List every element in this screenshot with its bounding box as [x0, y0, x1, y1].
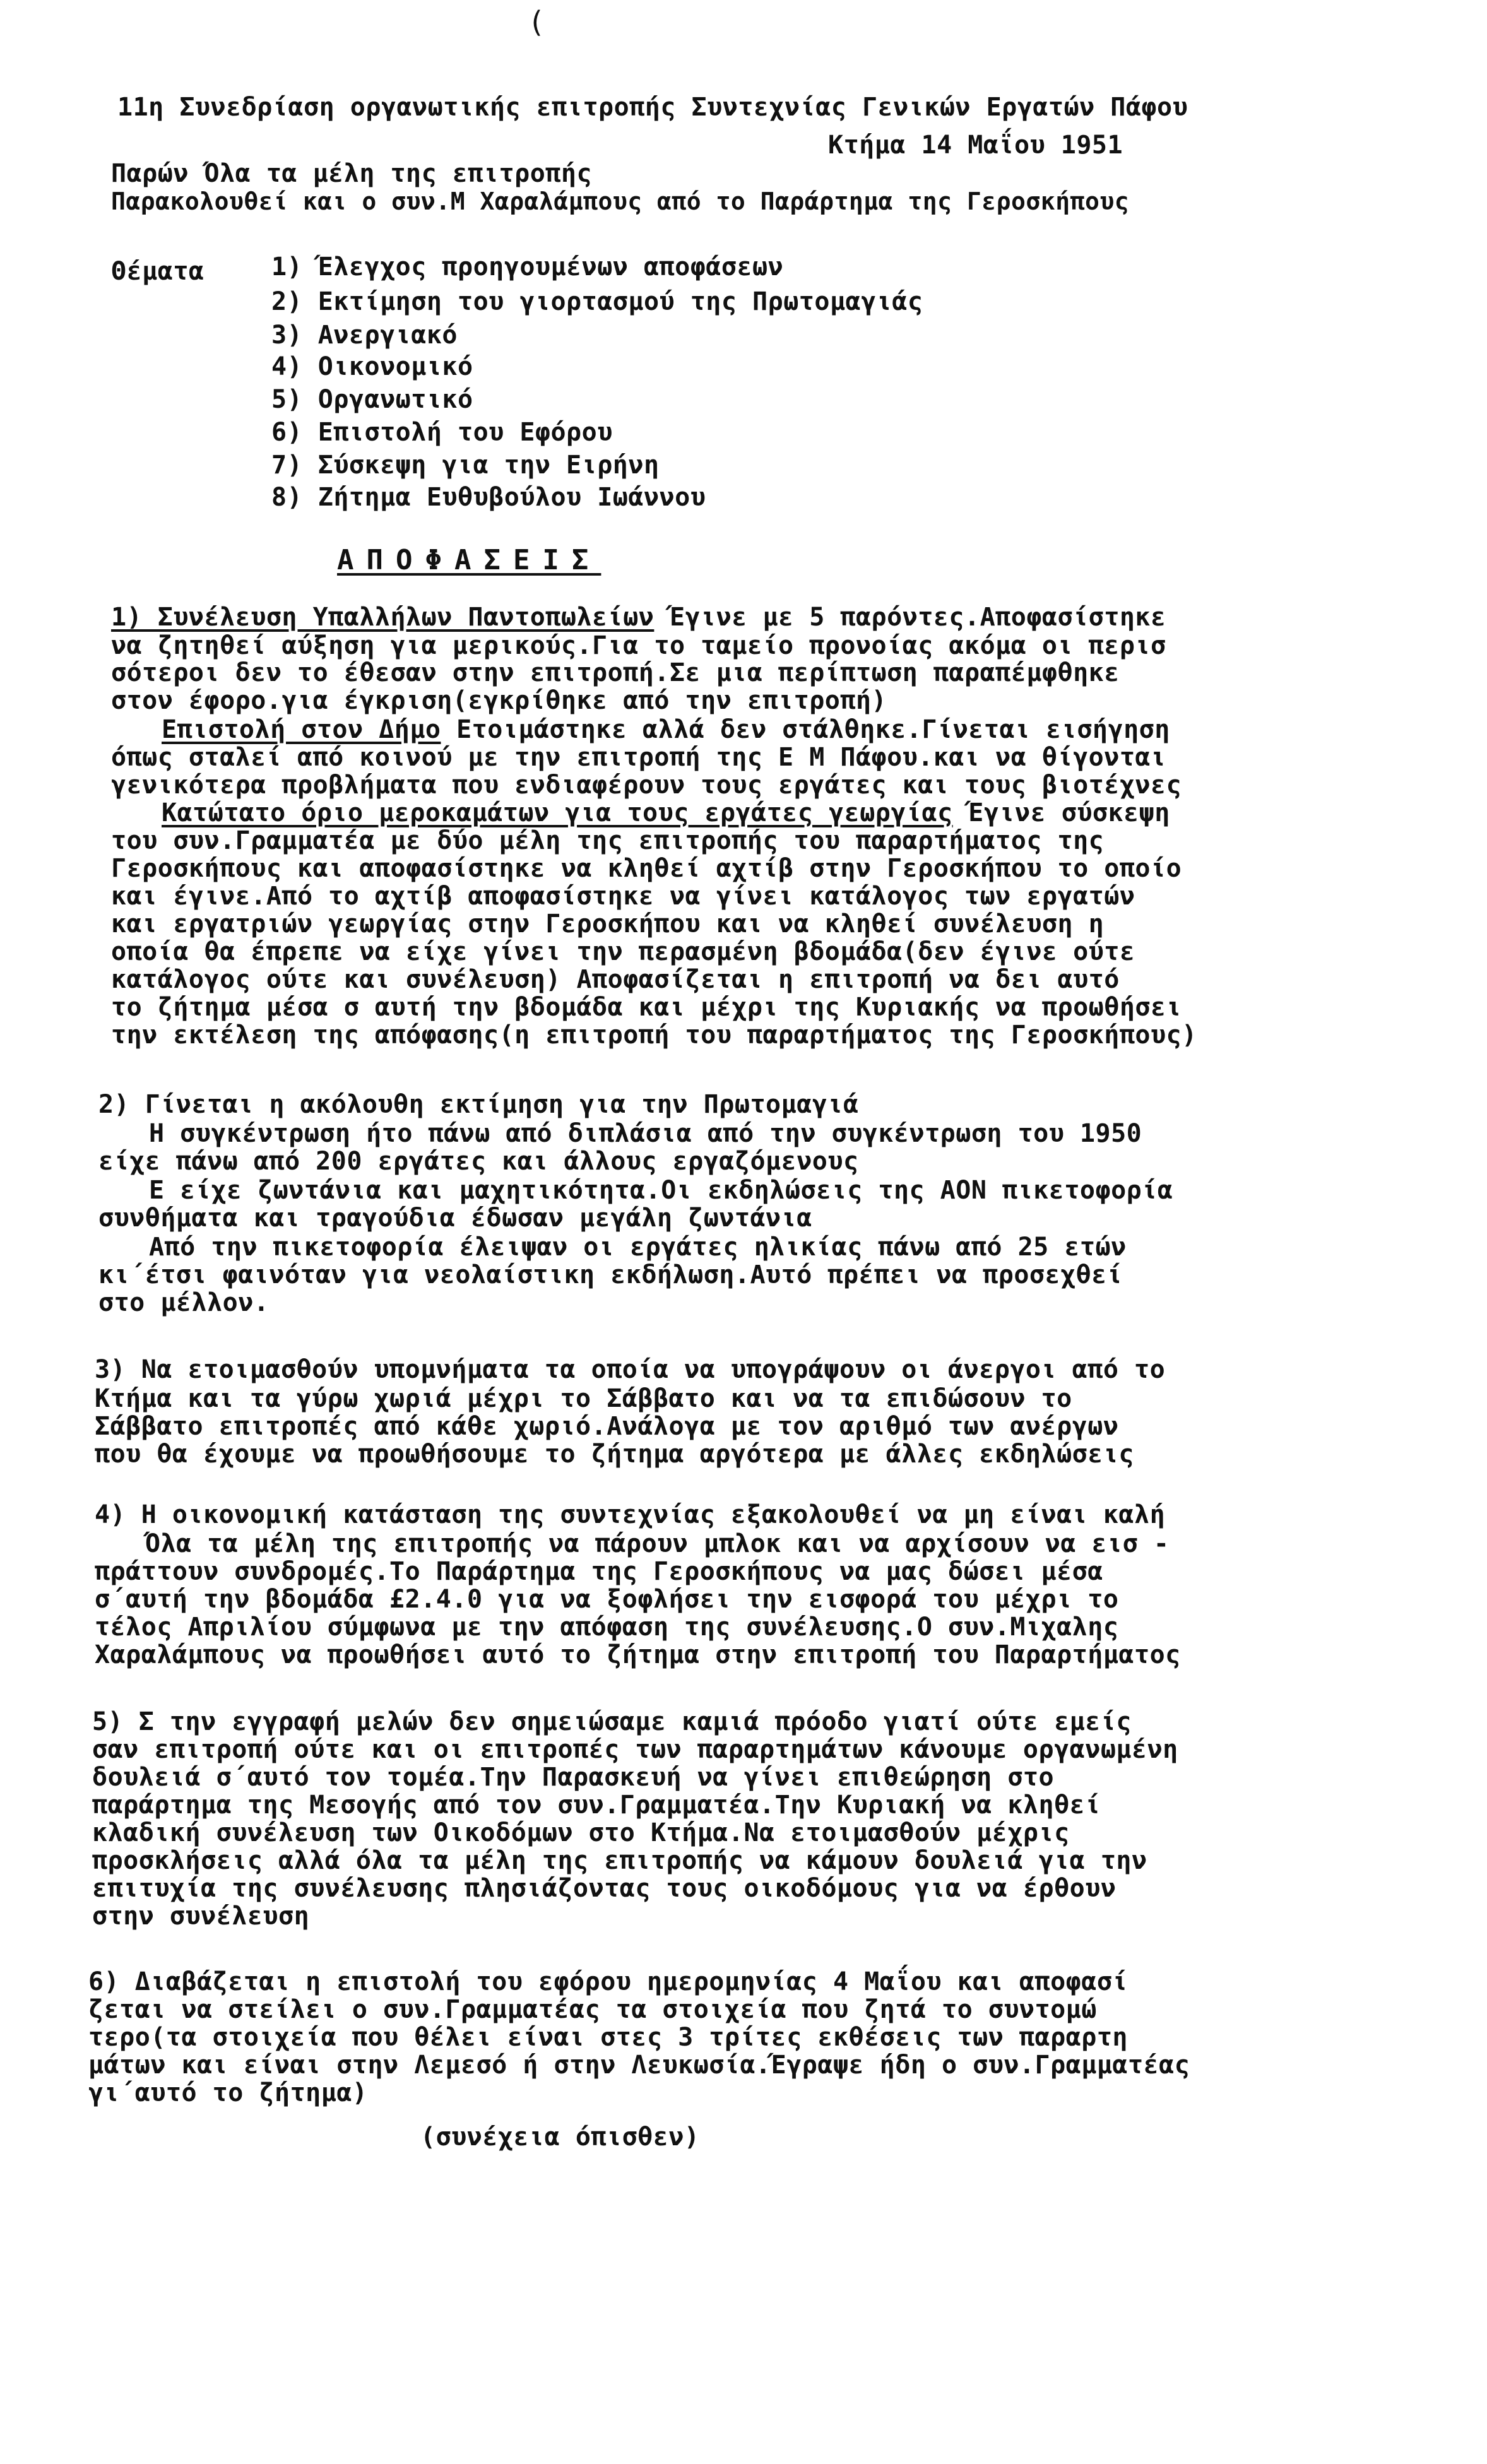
text-line: Σάββατο επιτροπές από κάθε χωριό.Ανάλογα με τον αριθμό των ανέργων [95, 1412, 1119, 1441]
text-line: ζεται να στείλει ο συν.Γραμματέας τα στοιχεία που ζητά το συντομώ [88, 1995, 1097, 2024]
text-line: Γεροσκήπους και αποφασίστηκε να κληθεί αχτίβ στην Γεροσκήπου το οποίο [111, 854, 1182, 883]
minutes-title: 11η Συνεδρίαση οργανωτικής επιτροπής Συντεχνίας Γενικών Εργατών Πάφου [117, 93, 1188, 122]
text-line: στο μέλλον. [98, 1288, 270, 1317]
text-line: 3) Να ετοιμασθούν υπομνήματα τα οποία να υπογράψουν οι άνεργοι από το [95, 1355, 1166, 1384]
text-line: Από την πικετοφορία έλειψαν οι εργάτες ηλικίας πάνω από 25 ετών [149, 1233, 1127, 1262]
text-line: Η συγκέντρωση ήτο πάνω από διπλάσια από την συγκέντρωση του 1950 [149, 1119, 1142, 1148]
continued-overleaf-note: (συνέχεια όπισθεν) [420, 2123, 700, 2152]
text-line: 1) Συνέλευση Υπαλλήλων Παντοπωλείων Έγινε με 5 παρόντες.Αποφασίστηκε [111, 603, 1166, 632]
text-line: να ζητηθεί αύξηση για μερικούς.Για το ταμείο προνοίας ακόμα οι περισ [111, 631, 1166, 660]
text-line: το ζήτημα μέσα σ αυτή την βδομάδα και μέχρι της Κυριακής να προωθήσει [111, 993, 1182, 1022]
text-line: του συν.Γραμματέα με δύο μέλη της επιτροπής του παραρτήματος της [111, 826, 1105, 855]
text-line: Κατώτατο όριο μεροκαμάτων για τους εργάτες γεωργίας Έγινε σύσκεψη [162, 798, 1170, 827]
text-line: Επιστολή στον Δήμο Ετοιμάστηκε αλλά δεν στάλθηκε.Γίνεται εισήγηση [162, 715, 1170, 744]
agenda-item: 1) Έλεγχος προηγουμένων αποφάσεων [271, 252, 784, 281]
text-line: επιτυχία της συνέλευσης πλησιάζοντας τους οικοδόμους για να έρθουν [92, 1874, 1117, 1903]
text-line: γι΄αυτό το ζήτημα) [88, 2078, 368, 2107]
agenda-item: 3) Ανεργιακό [271, 321, 458, 350]
text-line: προσκλήσεις αλλά όλα τα μέλη της επιτροπής να κάμουν δουλειά για την [92, 1846, 1147, 1875]
text-line: στην συνέλευση [92, 1902, 310, 1931]
text-line: σότεροι δεν το έθεσαν στην επιτροπή.Σε μια περίπτωση παραπέμφθηκε [111, 658, 1120, 687]
text-line: κατάλογος ούτε και συνέλευση) Αποφασίζεται η επιτροπή να δει αυτό [111, 965, 1120, 994]
present-line: Παρών Όλα τα μέλη της επιτροπής [111, 159, 593, 188]
text-line: 5) Σ την εγγραφή μελών δεν σημειώσαμε καμιά πρόοδο γιατί ούτε εμείς [92, 1707, 1132, 1736]
agenda-item: 5) Οργανωτικό [271, 385, 473, 414]
text-line: κι΄έτσι φαινόταν για νεολαίστικη εκδήλωση.Αυτό πρέπει να προσεχθεί [98, 1260, 1123, 1289]
agenda-label: Θέματα [111, 257, 204, 286]
text-line: Ε είχε ζωντάνια και μαχητικότητα.Οι εκδηλώσεις της ΑΟΝ πικετοφορία [149, 1176, 1173, 1205]
text-line: 2) Γίνεται η ακόλουθη εκτίμηση για την Πρωτομαγιά [98, 1090, 859, 1119]
agenda-item: 4) Οικονομικό [271, 352, 473, 381]
text-line: και εργατριών γεωργίας στην Γεροσκήπου και να κληθεί συνέλευση η [111, 909, 1105, 939]
text-line: τερο(τα στοιχεία που θέλει είναι στες 3 τρίτες εκθέσεις των παραρτη [88, 2023, 1128, 2052]
text-line: κλαδική συνέλευση των Οικοδόμων στο Κτήμα.Να ετοιμασθούν μέχρις [92, 1818, 1070, 1847]
agenda-item: 6) Επιστολή του Εφόρου [271, 418, 613, 447]
text-line: οποία θα έπρεπε να είχε γίνει την περασμένη βδομάδα(δεν έγινε ούτε [111, 937, 1135, 966]
text-line: σ΄αυτή την βδομάδα £2.4.0 για να ξοφλήσει την εισφορά του μέχρι το [95, 1585, 1119, 1614]
text-line: 6) Διαβάζεται η επιστολή του εφόρου ημερομηνίας 4 Μαΐου και αποφασί [88, 1967, 1128, 1996]
text-line: πράττουν συνδρομές.Το Παράρτημα της Γεροσκήπους να μας δώσει μέσα [95, 1557, 1103, 1586]
text-line: την εκτέλεση της απόφασης(η επιτροπή του παραρτήματος της Γεροσκήπους) [111, 1021, 1197, 1050]
decisions-heading: ΑΠΟΦΑΣΕΙΣ [337, 544, 601, 576]
text-line: είχε πάνω από 200 εργάτες και άλλους εργαζόμενους [98, 1147, 859, 1176]
text-line: Όλα τα μέλη της επιτροπής να πάρουν μπλοκ και να αρχίσουν να εισ - [145, 1529, 1170, 1558]
underlined-topic: 1) Συνέλευση Υπαλλήλων Παντοπωλείων [111, 603, 655, 632]
text-line: παράρτημα της Μεσογής από τον συν.Γραμματέα.Την Κυριακή να κληθεί [92, 1791, 1101, 1820]
text-line: συνθήματα και τραγούδια έδωσαν μεγάλη ζωντάνια [98, 1204, 812, 1233]
text-line: και έγινε.Από το αχτίβ αποφασίστηκε να γίνει κατάλογος των εργατών [111, 882, 1135, 911]
agenda-item: 8) Ζήτημα Ευθυβούλου Ιωάννου [271, 483, 706, 512]
text-line: σαν επιτροπή ούτε και οι επιτροπές των παραρτημάτων κάνουμε οργανωμένη [92, 1735, 1178, 1764]
agenda-item: 7) Σύσκεψη για την Ειρήνη [271, 451, 660, 480]
text-line: όπως σταλεί από κοινού με την επιτροπή της Ε Μ Πάφου.και να θίγονται [111, 743, 1166, 772]
attending-line: Παρακολουθεί και ο συν.Μ Χαραλάμπους από το Παράρτημα της Γεροσκήπους [111, 187, 1130, 215]
underlined-topic: Επιστολή στον Δήμο [162, 715, 441, 744]
text-line: που θα έχουμε να προωθήσουμε το ζήτημα αργότερα με άλλες εκδηλώσεις [95, 1440, 1134, 1469]
text-line: γενικότερα προβλήματα που ενδιαφέρουν τους εργάτες και τους βιοτέχνες [111, 771, 1182, 800]
page-mark: ( [528, 5, 545, 39]
text-line: 4) Η οικονομική κατάσταση της συντεχνίας εξακολουθεί να μη είναι καλή [95, 1500, 1166, 1529]
text-line: στον έφορο.για έγκριση(εγκρίθηκε από την επιτροπή) [111, 686, 887, 715]
text-line: Χαραλάμπους να προωθήσει αυτό το ζήτημα στην επιτροπή του Παραρτήματος [95, 1640, 1181, 1669]
text-line: τέλος Απριλίου σύμφωνα με την απόφαση της συνέλευσης.Ο συν.Μιχαλης [95, 1613, 1119, 1642]
text-line: Κτήμα και τα γύρω χωριά μέχρι το Σάββατο και να τα επιδώσουν το [95, 1384, 1072, 1413]
place-date: Κτήμα 14 Μαΐου 1951 [828, 131, 1123, 160]
text-line: δουλειά σ΄αυτό τον τομέα.Την Παρασκευή να γίνει επιθεώρηση στο [92, 1763, 1055, 1792]
agenda-item: 2) Εκτίμηση του γιορτασμού της Πρωτομαγιάς [271, 287, 923, 316]
underlined-topic: Κατώτατο όριο μεροκαμάτων για τους εργάτες γεωργίας [162, 798, 953, 827]
text-line: μάτων και είναι στην Λεμεσό ή στην Λευκωσία.Έγραψε ήδη ο συν.Γραμματέας [88, 2051, 1190, 2080]
